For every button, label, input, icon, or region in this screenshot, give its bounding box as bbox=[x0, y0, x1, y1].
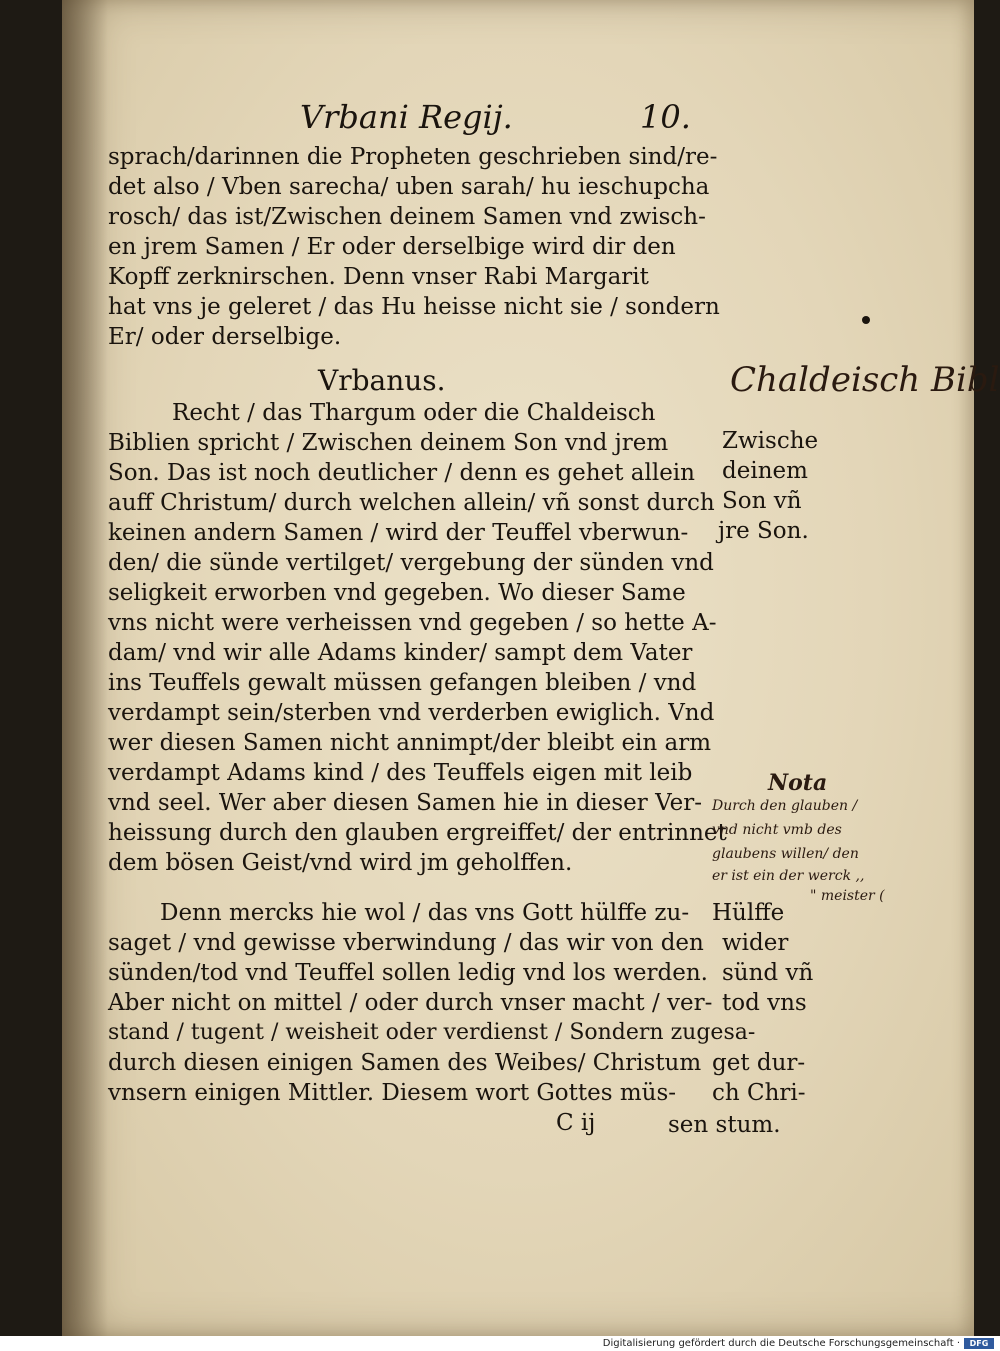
text-line: Er/ oder derselbige. bbox=[108, 324, 342, 350]
text-line: en jrem Samen / Er oder derselbige wird dir den bbox=[108, 234, 676, 260]
text-line: sünden/tod vnd Teuffel sollen ledig vnd los werden. bbox=[108, 960, 708, 986]
gloss-line: Son vñ bbox=[722, 488, 802, 514]
handwritten-line: Durch den glauben / bbox=[712, 798, 858, 814]
ink-dot bbox=[862, 316, 870, 324]
text-line: hat vns je geleret / das Hu heisse nicht sie / sondern bbox=[108, 294, 720, 320]
handwritten-line: glaubens willen/ den bbox=[712, 846, 859, 862]
text-line: wer diesen Samen nicht annimpt/der bleibt ein arm bbox=[108, 730, 712, 756]
text-line: auff Christum/ durch welchen allein/ vñ sonst durch bbox=[108, 490, 715, 516]
handwritten-line: er ist ein der werck ,, bbox=[712, 868, 865, 884]
text-line: det also / Vben sarecha/ uben sarah/ hu ieschupcha bbox=[108, 174, 710, 200]
text-line: dem bösen Geist/vnd wird jm geholffen. bbox=[108, 850, 573, 876]
text-line: den/ die sünde vertilget/ vergebung der sünden vnd bbox=[108, 550, 714, 576]
text-line: sprach/darinnen die Propheten geschrieben sind/re- bbox=[108, 144, 718, 170]
text-line: Son. Das ist noch deutlicher / denn es gehet allein bbox=[108, 460, 695, 486]
binding-shadow bbox=[62, 0, 108, 1336]
text-line: saget / vnd gewisse vberwindung / das wir von den bbox=[108, 930, 704, 956]
text-line: vnd seel. Wer aber diesen Samen hie in dieser Ver- bbox=[108, 790, 702, 816]
gloss-line: Zwische bbox=[722, 428, 819, 454]
folio-number: 10. bbox=[640, 98, 691, 136]
text-line: keinen andern Samen / wird der Teuffel vberwun- bbox=[108, 520, 689, 546]
text-line: vnsern einigen Mittler. Diesem wort Gottes müs- bbox=[108, 1080, 677, 1106]
speaker-heading: Vrbanus. bbox=[318, 364, 446, 397]
dfg-logo: DFG bbox=[964, 1338, 994, 1349]
gloss-line: sünd vñ bbox=[722, 960, 814, 986]
running-head: Vrbani Regij. bbox=[300, 98, 513, 136]
text-line: rosch/ das ist/Zwischen deinem Samen vnd zwisch- bbox=[108, 204, 706, 230]
text-line: Biblien spricht / Zwischen deinem Son vnd jrem bbox=[108, 430, 669, 456]
text-line: vns nicht were verheissen vnd gegeben / so hette A- bbox=[108, 610, 717, 636]
gloss-line: Hülffe bbox=[712, 900, 785, 926]
gloss-line: ch Chri- bbox=[712, 1080, 806, 1106]
book-page bbox=[62, 0, 974, 1336]
text-line: seligkeit erworben vnd gegeben. Wo dieser Same bbox=[108, 580, 686, 606]
text-line: dam/ vnd wir alle Adams kinder/ sampt dem Vater bbox=[108, 640, 693, 666]
footer-bar bbox=[0, 1336, 1000, 1351]
signature-mark: C ij bbox=[556, 1110, 596, 1136]
handwritten-nota: Nota bbox=[768, 770, 828, 796]
handwritten-line: " meister ( bbox=[810, 888, 885, 904]
text-line: verdampt sein/sterben vnd verderben ewiglich. Vnd bbox=[108, 700, 715, 726]
text-line: durch diesen einigen Samen des Weibes/ Christum bbox=[108, 1050, 702, 1076]
text-line: Denn mercks hie wol / das vns Gott hülffe zu- bbox=[160, 900, 690, 926]
footer-credit: Digitalisierung gefördert durch die Deutsche Forschungsgemeinschaft · bbox=[602, 1338, 960, 1349]
handwritten-heading: Chaldeisch Bibl bbox=[730, 360, 1000, 400]
catchword: sen stum. bbox=[668, 1112, 781, 1138]
gloss-line: wider bbox=[722, 930, 789, 956]
gloss-line: deinem bbox=[722, 458, 808, 484]
text-line: Recht / das Thargum oder die Chaldeisch bbox=[172, 400, 656, 426]
gloss-line: get dur- bbox=[712, 1050, 806, 1076]
text-line: heissung durch den glauben ergreiffet/ der entrinnet bbox=[108, 820, 727, 846]
text-line: stand / tugent / weisheit oder verdienst / Sondern zugesa- bbox=[108, 1020, 756, 1045]
gloss-line: jre Son. bbox=[718, 518, 809, 544]
text-line: Kopff zerknirschen. Denn vnser Rabi Margarit bbox=[108, 264, 649, 290]
text-line: verdampt Adams kind / des Teuffels eigen mit leib bbox=[108, 760, 693, 786]
handwritten-line: vnd nicht vmb des bbox=[712, 822, 842, 838]
text-line: ins Teuffels gewalt müssen gefangen bleiben / vnd bbox=[108, 670, 697, 696]
gloss-line: tod vns bbox=[722, 990, 807, 1016]
text-line: Aber nicht on mittel / oder durch vnser macht / ver- bbox=[108, 990, 713, 1016]
